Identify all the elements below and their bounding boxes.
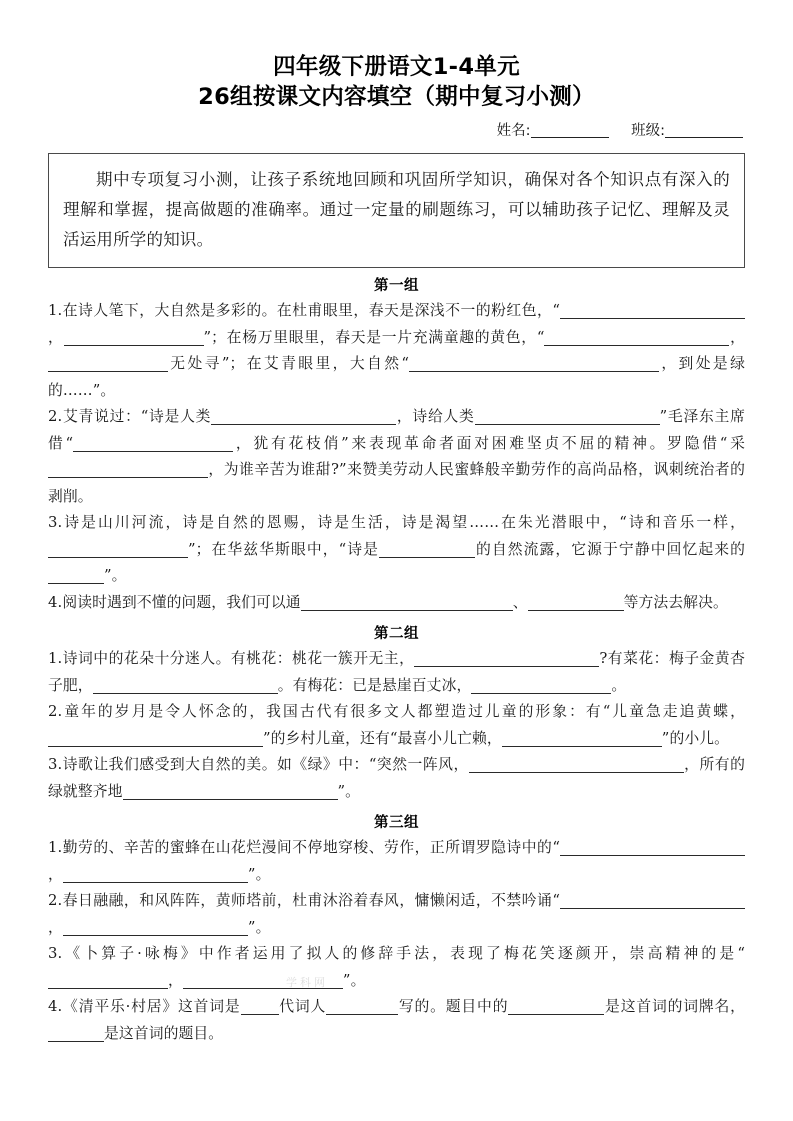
answer-blank[interactable]: [241, 999, 279, 1015]
answer-blank[interactable]: [502, 731, 662, 747]
q-text: 春日融融，和风阵阵，黄师塔前，杜甫沐浴着春风，慵懒闲适，不禁吟诵“: [62, 892, 560, 909]
watermark: 学科网: [286, 976, 328, 989]
q-number: 4.: [48, 593, 63, 611]
q-number: 2.: [48, 703, 63, 720]
q-number: 3.: [48, 756, 63, 773]
answer-blank[interactable]: [560, 303, 745, 319]
answer-blank[interactable]: [544, 330, 729, 346]
q-number: 3.: [48, 514, 63, 531]
answer-blank[interactable]: [48, 356, 168, 372]
q-text: ，诗给人类: [396, 408, 475, 425]
q-text: 在诗人笔下，大自然是多彩的。在杜甫眼里，春天是深浅不一的粉红色，“: [62, 302, 560, 319]
q-text: 是这首词的题目。: [104, 1024, 224, 1042]
q-text: ，犹有花枝俏”来表现革命者面对困难坚贞不屈的精神。罗隐借“采: [233, 434, 746, 452]
group-1: [48, 275, 745, 616]
q-text: ”毛泽东主席借“: [48, 408, 745, 452]
q-text: ”。: [104, 567, 127, 584]
q-text: 《卜算子·咏梅》中作者运用了拟人的修辞手法，表现了梅花笑逐颜开，崇高精神的是“: [62, 945, 745, 962]
q-text: ，到处是绿的……”。: [48, 355, 745, 399]
answer-blank[interactable]: [48, 1026, 104, 1042]
q-text: 《清平乐·村居》这首词是: [62, 998, 241, 1015]
answer-blank[interactable]: [183, 973, 343, 989]
intro-text: 期中专项复习小测，让孩子系统地回顾和巩固所学知识，确保对各个知识点有深入的理解和掌握，提高做题的准确率。通过一定量的刷题练习，可以辅助孩子记忆、理解及灵活运用所学的知识。: [63, 170, 730, 249]
answer-blank[interactable]: [471, 678, 611, 694]
q-text: 写的。题目中的: [398, 998, 509, 1015]
group-2-heading: 第二组: [374, 626, 419, 642]
q-text: ”；在华兹华斯眼中，“诗是: [188, 540, 380, 558]
name-input-blank[interactable]: [531, 137, 609, 138]
answer-blank[interactable]: [475, 409, 660, 425]
q-number: 2.: [48, 892, 63, 909]
group-3-question-2: [48, 888, 745, 941]
q-text: ”；在杨万里眼里，春天是一片充满童趣的黄色，“: [203, 328, 545, 346]
q-number: 1.: [48, 839, 63, 856]
q-text: 代词人: [278, 998, 327, 1015]
answer-blank[interactable]: [560, 893, 745, 909]
q-text: ”。: [247, 918, 271, 936]
q-text: 阅读时遇到不懂的问题，我们可以通: [62, 593, 301, 611]
answer-blank[interactable]: [211, 409, 396, 425]
answer-blank[interactable]: [409, 356, 659, 372]
name-label: 姓名:: [496, 123, 531, 139]
q-text: 无处寻”；在艾青眼里，大自然“: [168, 355, 410, 372]
title-line-2: 26组按课文内容填空（期中复习小测）: [198, 84, 595, 110]
answer-blank[interactable]: [441, 595, 513, 611]
class-input-blank[interactable]: [665, 137, 743, 138]
answer-blank[interactable]: [508, 999, 604, 1015]
answer-blank[interactable]: [469, 757, 684, 773]
group-1-heading: 第一组: [374, 278, 419, 294]
group-2-question-3: [48, 752, 745, 805]
q-text: ”的小儿。: [661, 729, 730, 747]
q-text: 的自然流露，它源于宁静中回忆起来的: [475, 540, 745, 558]
answer-blank[interactable]: [414, 651, 599, 667]
q-text: ，: [48, 918, 63, 936]
class-label: 班级:: [631, 123, 665, 139]
q-text: ，: [48, 328, 64, 346]
q-text: 等方法去解决。: [623, 593, 728, 611]
group-1-question-3: [48, 510, 745, 590]
q-number: 2.: [48, 408, 63, 425]
q-text: 艾青说过：“诗是人类: [62, 408, 212, 425]
group-3-question-1: [48, 835, 745, 888]
answer-blank[interactable]: [48, 568, 104, 584]
page-title: [48, 0, 745, 112]
answer-blank[interactable]: [48, 462, 208, 478]
answer-blank[interactable]: [73, 436, 233, 452]
q-text: ，为谁辛苦为谁甜?”来赞美劳动人民蜜蜂般辛勤劳作的高尚品格，讽刺统治者的剥削。: [48, 461, 745, 505]
answer-blank[interactable]: [326, 999, 398, 1015]
answer-blank[interactable]: [63, 867, 248, 883]
class-field[interactable]: [631, 120, 743, 142]
answer-blank[interactable]: [48, 731, 263, 747]
intro-box: [48, 153, 745, 268]
group-3-question-4: [48, 994, 745, 1047]
answer-blank[interactable]: [301, 595, 441, 611]
group-2: [48, 623, 745, 805]
q-text: ?有菜花：梅子金黄杏子肥，: [48, 650, 745, 694]
q-text: ，所有的绿就整齐地: [48, 756, 745, 800]
q-number: 1.: [48, 650, 63, 667]
q-text: ，: [48, 865, 63, 883]
q-text: 诗词中的花朵十分迷人。有桃花：桃花一簇开无主，: [62, 650, 415, 667]
student-id-row: [48, 120, 745, 142]
group-1-question-4: [48, 590, 745, 617]
group-3: [48, 812, 745, 1047]
q-number: 4.: [48, 998, 63, 1015]
q-number: 1.: [48, 302, 63, 319]
q-text: ”。: [337, 782, 361, 800]
q-text: ，: [729, 328, 745, 346]
q-number: 3.: [48, 945, 63, 962]
q-text: 诗是山川河流，诗是自然的恩赐，诗是生活，诗是渴望……在朱光潜眼中，“诗和音乐一样，: [62, 514, 745, 531]
answer-blank[interactable]: [64, 330, 204, 346]
answer-blank[interactable]: [123, 784, 338, 800]
q-text: ”。: [342, 971, 366, 989]
q-text: 。有梅花：已是悬崖百丈冰，: [277, 676, 472, 694]
group-1-question-2: [48, 404, 745, 510]
answer-blank[interactable]: [93, 678, 278, 694]
q-text: 童年的岁月是令人怀念的，我国古代有很多文人都塑造过儿童的形象：有“儿童急走追黄蝶，: [62, 703, 745, 720]
group-1-question-1: [48, 298, 745, 404]
answer-blank[interactable]: [48, 973, 168, 989]
q-text: 勤劳的、辛苦的蜜蜂在山花烂漫间不停地穿梭、劳作，正所谓罗隐诗中的“: [62, 839, 560, 856]
q-text: ”。: [247, 865, 271, 883]
title-line-1: 四年级下册语文1-4单元: [273, 54, 520, 80]
group-2-question-2: [48, 699, 745, 752]
q-text: 诗歌让我们感受到大自然的美。如《绿》中：“突然一阵风，: [62, 756, 469, 773]
group-3-heading: 第三组: [374, 815, 419, 831]
group-2-question-1: [48, 646, 745, 699]
q-text: ”的乡村儿童，还有“最喜小儿亡赖，: [263, 729, 502, 747]
name-field[interactable]: [497, 120, 609, 142]
answer-blank[interactable]: [63, 920, 248, 936]
answer-blank[interactable]: [48, 542, 188, 558]
q-text: 是这首词的词牌名，: [604, 998, 746, 1015]
q-text: 。: [611, 676, 627, 694]
q-text: 、: [512, 593, 528, 611]
answer-blank[interactable]: [560, 840, 745, 856]
answer-blank[interactable]: [379, 542, 475, 558]
group-3-question-3: [48, 941, 745, 994]
q-text: ，: [168, 971, 183, 989]
answer-blank[interactable]: [528, 595, 624, 611]
